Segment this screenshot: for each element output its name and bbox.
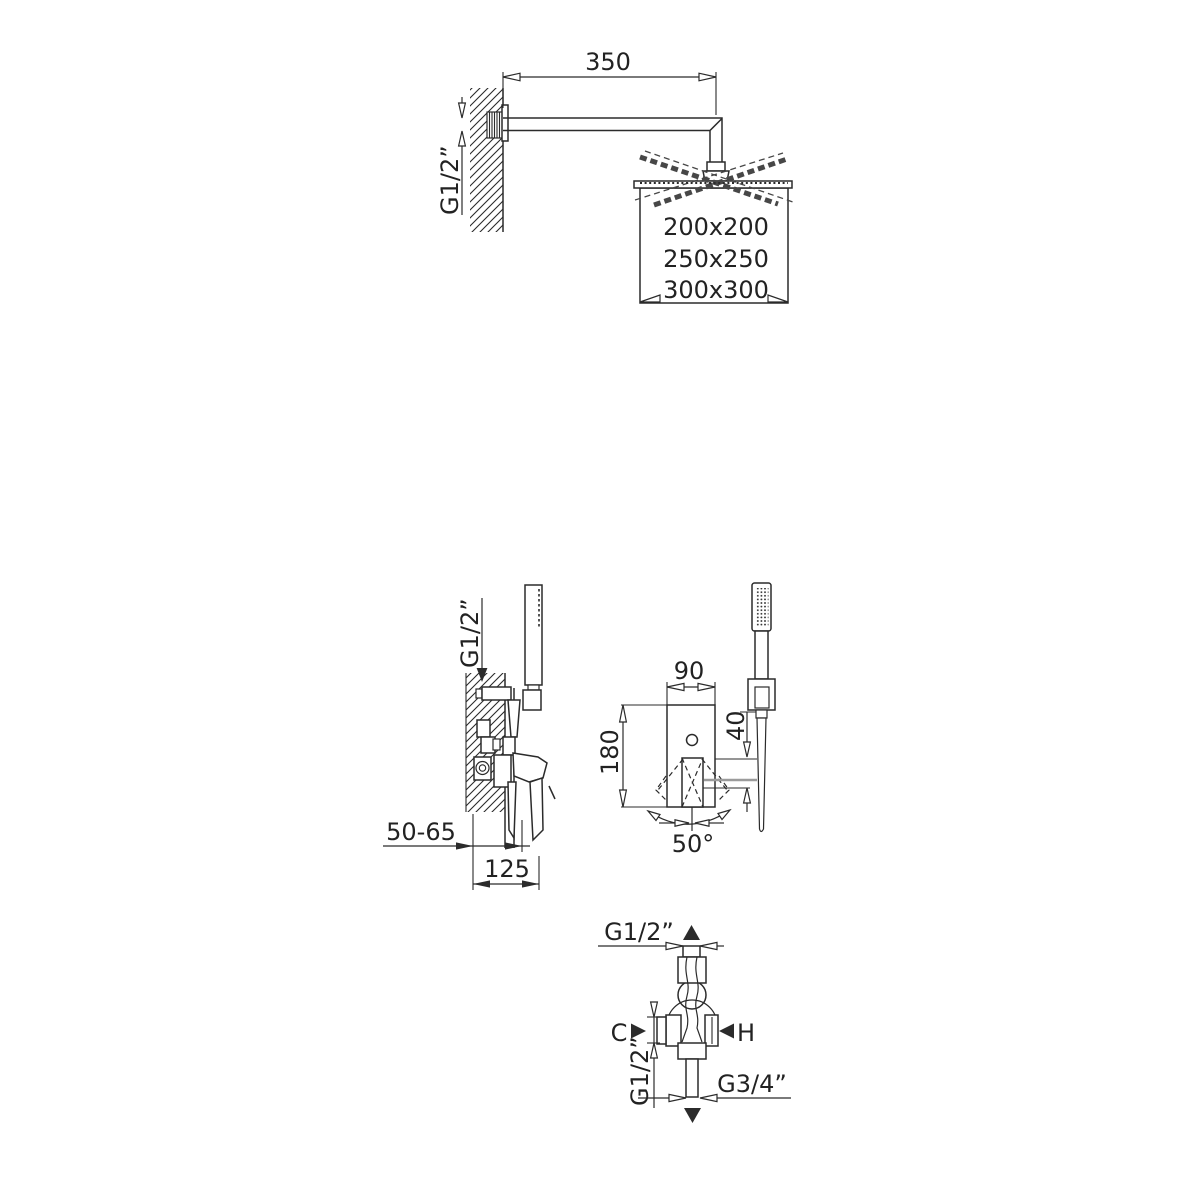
wall-section (470, 88, 503, 232)
hand-shower-side (523, 585, 542, 710)
dimension-side-thread (626, 1002, 660, 1108)
cold-arrow (631, 1024, 646, 1039)
head-size-200: 200x200 (663, 213, 769, 241)
head-size-300: 300x300 (663, 276, 769, 304)
dimension-plate-width (667, 657, 715, 705)
hot-inlet (719, 1019, 755, 1047)
valve-body (657, 946, 718, 1097)
valve-schematic (598, 918, 791, 1123)
thread-g12-label: G1/2” (456, 598, 484, 668)
dimension-bottom-thread (638, 1070, 791, 1123)
hot-label: H (736, 1019, 756, 1047)
dim-angle-label: 50° (671, 830, 715, 858)
thread-g12-top-label: G1/2” (604, 918, 674, 946)
flow-down-arrow (684, 1108, 701, 1123)
top-view-shower-arm (436, 48, 793, 304)
dimension-inlet-thread (436, 97, 465, 215)
dimension-handle-angle (648, 807, 730, 858)
dim-90-label: 90 (673, 657, 705, 685)
dim-40-label: 40 (722, 710, 750, 741)
front-view-mixer (596, 583, 775, 858)
dim-180-label: 180 (596, 729, 624, 775)
dimension-top-thread (598, 918, 724, 950)
dimension-arm-length (503, 48, 716, 115)
spray-nozzle-grid (756, 588, 769, 626)
dim-350-label: 350 (585, 48, 631, 76)
head-size-250: 250x250 (663, 245, 769, 273)
dimension-offset (473, 855, 539, 890)
thread-g12-side-label: G1/2” (626, 1036, 654, 1106)
hot-arrow (719, 1024, 734, 1039)
shower-arm (503, 118, 729, 181)
cold-label: C (610, 1019, 628, 1047)
thread-g12-label: G1/2” (436, 145, 464, 215)
hand-shower-front (748, 583, 775, 832)
dim-125-label: 125 (484, 855, 530, 883)
dim-50-65-label: 50-65 (386, 818, 456, 846)
side-view-mixer (383, 585, 555, 890)
thread-g34-label: G3/4” (717, 1070, 787, 1098)
shower-hose (757, 718, 766, 832)
dimension-plate-height (596, 705, 667, 807)
flow-up-arrow (683, 925, 700, 940)
leader-inlet-thread (456, 598, 487, 682)
